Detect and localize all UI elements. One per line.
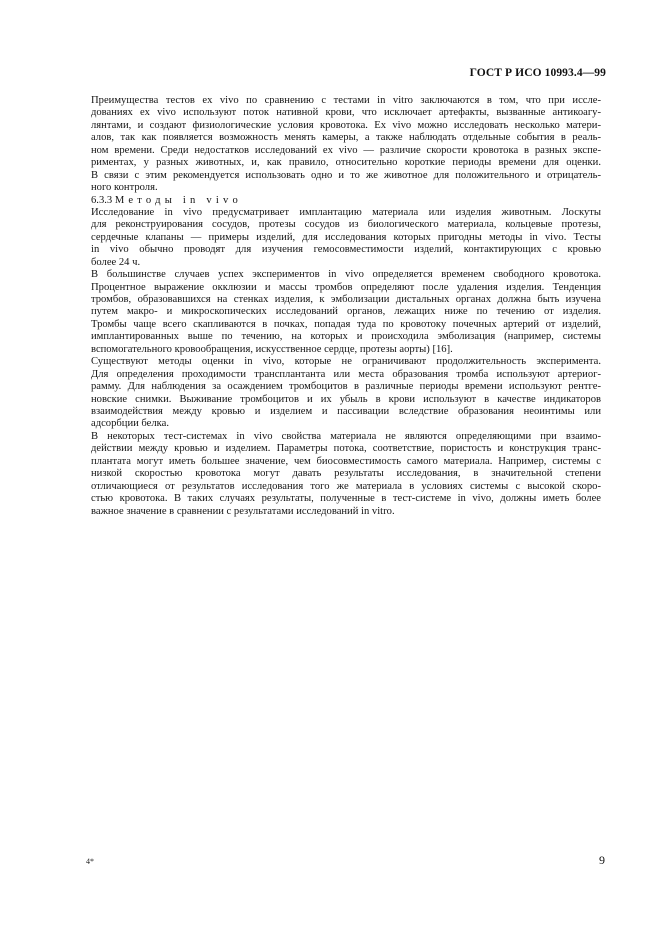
section-heading xyxy=(91,195,601,207)
text-line: Процентное выражение окклюзии и массы тромбов определяют после удаления изделия. Тенденция xyxy=(91,281,601,293)
text-line: путем макро- и микроскопических исследований органов, лежащих ниже по течению от изделия. xyxy=(91,306,601,318)
text-line: В большинстве случаев успех экспериментов in vivo определяется временем свободного кровотока. xyxy=(91,269,601,281)
standard-header: ГОСТ Р ИСО 10993.4—99 xyxy=(469,67,606,79)
text-line: in vivo обычно проводят для изучения гемосовместимости изделий, контактирующих с кровью xyxy=(91,244,601,256)
text-line: сердечные клапаны — примеры изделий, для исследования которых пригодны методы in vivo. Тесты xyxy=(91,231,601,243)
text-line: лянтами, и создают физиологические условия кровотока. Ex vivo можно исследовать несколько матери- xyxy=(91,119,601,131)
text-line: Существуют методы оценки in vivo, которые не ограничивают продолжительность эксперимента. xyxy=(91,356,601,368)
paragraph xyxy=(91,356,601,431)
section-number: 6.3.3 xyxy=(91,194,113,206)
text-line: дованиях ex vivo используют поток нативной крови, что исключает артефакты, вызванные антикоагу- xyxy=(91,107,601,119)
text-line: риментах, у разных животных, и, как правило, относительно короткие периоды времени для оценки. xyxy=(91,157,601,169)
text-line: ном времени. Среди недостатков исследований ex vivo — различие скорости кровотока в разных экспе- xyxy=(91,144,601,156)
paragraph xyxy=(91,207,601,269)
text-line: низкой скоростью кровотока могут давать результаты исследования, в значительной степени xyxy=(91,468,601,480)
paragraph xyxy=(91,269,601,356)
text-line: стью кровотока. В таких случаях результаты, полученные в тест-системе in vivo, должны иметь более xyxy=(91,493,601,505)
text-line: В связи с этим рекомендуется использовать одно и то же животное для положительного и отрицатель- xyxy=(91,169,601,181)
body-text xyxy=(91,95,601,518)
text-line: ного контроля. xyxy=(91,182,158,194)
text-line: адсорбции белка. xyxy=(91,418,170,430)
paragraph xyxy=(91,95,601,195)
text-line: имплантированных выше по течению, на которых и происходила эмболизация (например, системы xyxy=(91,331,601,343)
text-line: Для определения проходимости трансплантанта или места образования тромба используют артериог- xyxy=(91,368,601,380)
text-line: плантата могут иметь большее значение, чем биосовместимость самого материала. Например, системы с xyxy=(91,455,601,467)
text-line: действии между кровью и изделием. Параметры потока, соответствие, пористость и конструкция транс- xyxy=(91,443,601,455)
text-line: вспомогательного кровообращения, искусственное сердце, протезы аорты) [16]. xyxy=(91,343,453,355)
text-line: отличающиеся от результатов исследования того же материала в условиях системы с высокой скоро- xyxy=(91,480,601,492)
page-number: 9 xyxy=(599,853,605,867)
text-line: алов, так как появляется возможность менять камеры, а также наблюдать отдельные события в реаль- xyxy=(91,132,601,144)
text-line: взаимодействия между кровью и изделием и пассивации вследствие образования неоинтимы или xyxy=(91,406,601,417)
text-line: для реконструирования сосудов, протезы сосудов из биологического материала, кольцевые протезы, xyxy=(91,219,601,231)
text-line: Преимущества тестов ex vivo по сравнению с тестами in vitro заключаются в том, что при иссле- xyxy=(91,95,601,106)
paragraph xyxy=(91,431,601,518)
main-text xyxy=(91,95,601,518)
text-line: Тромбы чаще всего скапливаются в почках, попадая туда по кровотоку почечных артерий от изделий, xyxy=(91,318,601,330)
text-line: более 24 ч. xyxy=(91,256,141,268)
text-line: рамму. Для наблюдения за осаждением тромбоцитов в различные периоды времени используют рентге- xyxy=(91,381,601,393)
text-line: новские снимки. Выживание тромбоцитов и их убыль в крови используют в качестве индикаторов xyxy=(91,393,601,405)
signature-mark: 4* xyxy=(86,857,94,866)
section-title: Методы in vivo xyxy=(114,194,242,206)
text-line: важное значение в сравнении с результатами исследований in vitro. xyxy=(91,505,395,517)
text-line: тромбов, образовавшихся на стенках изделия, к эмболизации дистальных органах должна быть изучена xyxy=(91,294,601,306)
text-line: В некоторых тест-системах in vivo свойства материала не являются определяющими при взаимо- xyxy=(91,430,601,442)
text-line: Исследование in vivo предусматривает имплантацию материала или изделия животным. Лоскуты xyxy=(91,206,601,218)
